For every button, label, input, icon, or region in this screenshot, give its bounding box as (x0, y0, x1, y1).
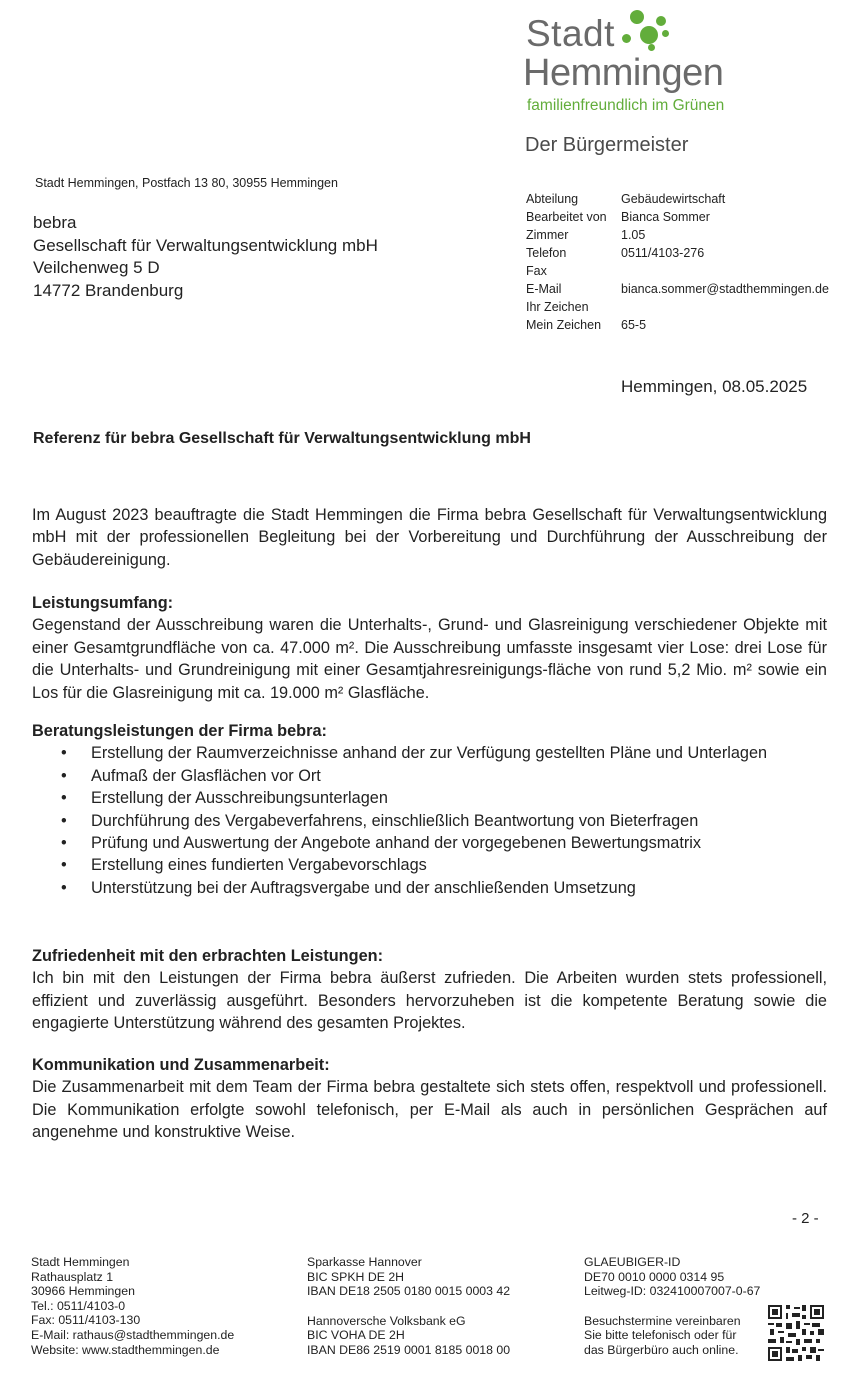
list-item-text: Erstellung eines fundierten Vergabevorschlags (91, 856, 427, 875)
list-item-text: Erstellung der Ausschreibungsunterlagen (91, 789, 388, 808)
info-row (526, 244, 829, 262)
department-title: Der Bürgermeister (525, 134, 689, 156)
recipient-line: Veilchenweg 5 D (33, 258, 160, 277)
list-item-text: Aufmaß der Glasflächen vor Ort (91, 766, 321, 785)
footer-line: Rathausplatz 1 (31, 1269, 114, 1284)
list-item (32, 832, 827, 854)
footer-line: Leitweg-ID: 032410007007-0-67 (584, 1284, 761, 1299)
info-value: Bianca Sommer (621, 210, 710, 224)
info-row (526, 280, 829, 298)
letter-date: Hemmingen, 08.05.2025 (621, 377, 808, 396)
section-heading: Leistungsumfang: (32, 594, 174, 612)
footer-address-column (31, 1255, 234, 1357)
footer-line: E-Mail: rathaus@stadthemmingen.de (31, 1327, 235, 1342)
info-row (526, 226, 829, 244)
footer-line: GLAEUBIGER-ID (584, 1255, 681, 1269)
section-scope (32, 592, 827, 704)
info-key: Bearbeitet von (526, 210, 607, 224)
info-key: Abteilung (526, 192, 579, 206)
footer-ids-column (584, 1255, 760, 1358)
footer-line: IBAN DE18 2505 0180 0015 0003 42 (307, 1284, 511, 1299)
recipient-line: bebra (33, 213, 77, 232)
info-row (526, 190, 829, 208)
logo-tagline: familienfreundlich im Grünen (527, 97, 725, 114)
info-value: bianca.sommer@stadthemmingen.de (621, 282, 829, 296)
list-item-text: Durchführung des Vergabeverfahrens, einschließlich Beantwortung von Bieterfragen (91, 811, 699, 830)
recipient-line: 14772 Brandenburg (33, 280, 184, 300)
section-heading: Zufriedenheit mit den erbrachten Leistungen: (32, 947, 383, 965)
footer-bank-column (307, 1255, 510, 1358)
page-number: - 2 - (792, 1210, 819, 1227)
info-key: Fax (526, 264, 547, 278)
list-item (32, 877, 827, 899)
bullet-icon: • (61, 766, 67, 785)
bullet-icon: • (61, 834, 67, 853)
info-value: Gebäudewirtschaft (621, 192, 726, 206)
info-key: Ihr Zeichen (526, 300, 589, 314)
section-communication (32, 1054, 827, 1144)
footer-line: DE70 0010 0000 0314 95 (584, 1269, 725, 1284)
logo-line-stadt: Stadt (526, 13, 615, 54)
contact-info-block (526, 190, 829, 334)
recipient-line: Gesellschaft für Verwaltungsentwicklung mbH (33, 235, 378, 255)
footer-line: BIC SPKH DE 2H (307, 1269, 405, 1284)
list-item (32, 742, 827, 764)
list-item (32, 787, 827, 809)
list-item (32, 810, 827, 832)
list-item-text: Prüfung und Auswertung der Angebote anhand der vorgegebenen Bewertungsmatrix (91, 834, 702, 853)
footer-line: Sie bitte telefonisch oder für (584, 1328, 737, 1343)
footer-line: Tel.: 0511/4103-0 (31, 1298, 126, 1313)
footer-line: IBAN DE86 2519 0001 8185 0018 00 (307, 1342, 511, 1357)
logo-line-hemmingen: Hemmingen (523, 52, 724, 94)
info-value: 65-5 (621, 318, 647, 332)
bullet-icon: • (61, 744, 67, 763)
intro-paragraph: Im August 2023 beauftragte die Stadt Hemmingen die Firma bebra Gesellschaft für Verwaltungsentwicklung mbH mit der professionellen Begleitung bei der Vorbereitung und Durchführung der Ausschreibung der Gebäudereinigung. (32, 506, 827, 569)
section-satisfaction (32, 945, 827, 1035)
info-key: Mein Zeichen (526, 318, 602, 332)
section-text: Gegenstand der Ausschreibung waren die Unterhalts-, Grund- und Glasreinigung verschiedener Objekte mit einer Gesamtgrundfläche von ca. 47.000 m². Die Ausschreibung umfasste insgesamt vier Lose: drei Lose für die Unterhalts- und Grundreinigung mit einer Gesamtjahresreinigungs-fläche von rund 5,2 Mio. m² sowie ein Los für die Glasreinigung mit ca. 19.000 m² Glasfläche. (32, 616, 827, 702)
info-row (526, 262, 829, 280)
letter-subject: Referenz für bebra Gesellschaft für Verwaltungsentwicklung mbH (33, 430, 531, 447)
info-row (526, 316, 829, 334)
section-heading: Beratungsleistungen der Firma bebra: (32, 722, 327, 740)
sender-address-line: Stadt Hemmingen, Postfach 13 80, 30955 Hemmingen (35, 176, 338, 190)
info-key: Telefon (526, 246, 567, 260)
info-value: 0511/4103-276 (621, 246, 705, 260)
bullet-icon: • (61, 878, 67, 897)
list-item (32, 765, 827, 787)
list-item-text: Erstellung der Raumverzeichnisse anhand der zur Verfügung gestellten Pläne und Unterlagen (91, 744, 768, 763)
qr-code-icon (768, 1305, 824, 1361)
services-list (32, 742, 827, 899)
footer-line: 30966 Hemmingen (31, 1284, 135, 1299)
footer-line: Stadt Hemmingen (31, 1255, 130, 1269)
list-item (32, 854, 827, 876)
bullet-icon: • (61, 811, 67, 830)
info-key: E-Mail (526, 282, 562, 296)
footer-line: Sparkasse Hannover (307, 1255, 422, 1269)
section-text: Ich bin mit den Leistungen der Firma bebra äußerst zufrieden. Die Arbeiten wurden stets professionell, effizient und zuverlässig ausgeführt. Besonders hervorzuheben ist die kompetente Beratung sowie die engagierte Unterstützung während des gesamten Projektes. (32, 969, 827, 1033)
footer-line: Fax: 0511/4103-130 (31, 1313, 141, 1328)
footer-line: Besuchstermine vereinbaren (584, 1313, 741, 1328)
section-text: Die Zusammenarbeit mit dem Team der Firma bebra gestaltete sich stets offen, respektvoll und professionell. Die Kommunikation erfolgte sowohl telefonisch, per E-Mail als auch in persönlichen Gesprächen auf angenehme und konstruktive Weise. (32, 1078, 827, 1142)
section-heading: Kommunikation und Zusammenarbeit: (32, 1056, 330, 1074)
footer-line: Website: www.stadthemmingen.de (31, 1342, 220, 1357)
info-value: 1.05 (621, 228, 646, 242)
footer-line: das Bürgerbüro auch online. (584, 1342, 739, 1357)
info-row (526, 298, 829, 316)
info-key: Zimmer (526, 228, 569, 242)
footer-line: Hannoversche Volksbank eG (307, 1313, 466, 1328)
footer-line: BIC VOHA DE 2H (307, 1328, 405, 1343)
section-services (32, 720, 827, 899)
recipient-address (33, 212, 378, 302)
info-row (526, 208, 829, 226)
bullet-icon: • (61, 856, 67, 875)
logo-dots-icon (618, 8, 678, 53)
list-item-text: Unterstützung bei der Auftragsvergabe und der anschließenden Umsetzung (91, 878, 636, 897)
bullet-icon: • (61, 789, 67, 808)
